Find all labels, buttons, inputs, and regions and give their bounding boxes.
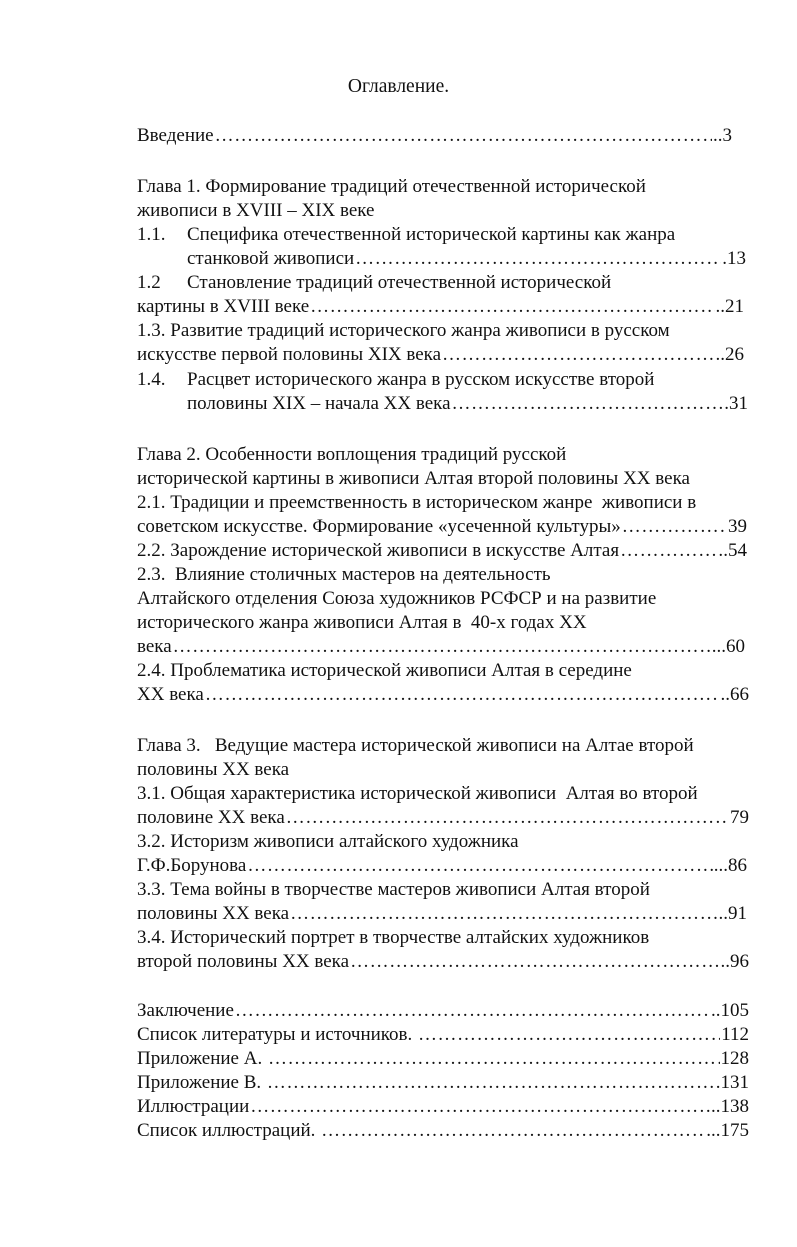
chapter-2-heading: Глава 2. Особенности воплощения традиций русской xyxy=(137,444,567,465)
toc-entry-1-3: 1.3. Развитие традиций исторического жанра живописи в русском xyxy=(137,320,670,341)
toc-entry-2-1-cont: советском искусстве. Формирование «усеченной культуры» …………………………………………………………………………………………………………………………………………………………………………………… 39 xyxy=(137,515,747,539)
toc-entry-1-2: 1.2 Становление традиций отечественной исторической xyxy=(137,272,612,293)
chapter-1-heading-cont: живописи в XVIII – XIX веке xyxy=(137,200,375,221)
toc-entry-2-3-cont-1: Алтайского отделения Союза художников РСФСР и на развитие xyxy=(137,588,657,609)
toc-entry-3-3: 3.3. Тема войны в творчестве мастеров живописи Алтая второй xyxy=(137,879,650,900)
toc-entry-3-2: 3.2. Историзм живописи алтайского художника xyxy=(137,831,519,852)
page-title: Оглавление. xyxy=(347,76,450,97)
toc-entry-3-4: 3.4. Исторический портрет в творчестве алтайских художников xyxy=(137,927,650,948)
chapter-2-heading-cont: исторической картины в живописи Алтая второй половины XX века xyxy=(137,468,690,489)
toc-entry-3-3-cont: половины XX века …………………………………………………………………………………………………………………………………………………………………………………… ..91 xyxy=(137,902,747,926)
toc-entry-2-3: 2.3. Влияние столичных мастеров на деятельность xyxy=(137,564,551,585)
toc-entry-1-1-cont: станковой живописи …………………………………………………………………………………………………………………………………………………………………………………… .13 xyxy=(187,247,746,271)
toc-entry-2-4: 2.4. Проблематика исторической живописи Алтая в середине xyxy=(137,660,632,681)
toc-entry-1-2-cont: картины в XVIII веке …………………………………………………………………………………………………………………………………………………………………………………… ..21 xyxy=(137,295,744,319)
chapter-3-heading: Глава 3. Ведущие мастера исторической живописи на Алтае второй xyxy=(137,735,694,756)
chapter-3-heading-cont: половины XX века xyxy=(137,759,290,780)
toc-entry-2-1: 2.1. Традиции и преемственность в историческом жанре живописи в xyxy=(137,492,697,513)
toc-entry-3-1-cont: половине XX века …………………………………………………………………………………………………………………………………………………………………………………… 79 xyxy=(137,806,749,830)
chapter-1-heading: Глава 1. Формирование традиций отечественной исторической xyxy=(137,176,646,197)
toc-entry-2-4-cont: XX века …………………………………………………………………………………………………………………………………………………………………………………… ..66 xyxy=(137,683,749,707)
toc-entry-3-2-cont: Г.Ф.Борунова …………………………………………………………………………………………………………………………………………………………………………………… ...86 xyxy=(137,854,747,878)
toc-entry-3-1: 3.1. Общая характеристика исторической живописи Алтая во второй xyxy=(137,783,698,804)
toc-entry-illustration-list: Список иллюстраций. …………………………………………………………………………………………………………………………………………………………………………………… ...175 xyxy=(137,1119,749,1143)
toc-entry-conclusion: Заключение …………………………………………………………………………………………………………………………………………………………………………………… ..105 xyxy=(137,999,749,1023)
toc-entry-1-4-cont: половины XIX – начала XX века …………………………………………………………………………………………………………………………………………………………………………………… .31 xyxy=(187,392,748,416)
toc-entry-appendix-a: Приложение А. …………………………………………………………………………………………………………………………………………………………………………………… 128 xyxy=(137,1047,749,1071)
toc-entry-1-3-cont: искусстве первой половины XIX века …………………………………………………………………………………………………………………………………………………………………………………… ..26 xyxy=(137,343,744,367)
toc-entry-1-4: 1.4. Расцвет исторического жанра в русском искусстве второй xyxy=(137,369,655,390)
toc-entry-bibliography: Список литературы и источников. …………………………………………………………………………………………………………………………………………………………………………………… 112 xyxy=(137,1023,749,1047)
toc-entry-3-4-cont: второй половины XX века …………………………………………………………………………………………………………………………………………………………………………………… ..96 xyxy=(137,950,749,974)
toc-entry-intro: Введение …………………………………………………………………………………………………………………………………………………………………………………… ..3 xyxy=(137,124,732,148)
toc-entry-illustrations: Иллюстрации …………………………………………………………………………………………………………………………………………………………………………………… ..138 xyxy=(137,1095,749,1119)
toc-entry-2-2: 2.2. Зарождение исторической живописи в искусстве Алтая …………………………………………………………………………………………………………………………………………………………………………………… .54 xyxy=(137,539,747,563)
toc-entry-appendix-b: Приложение В. …………………………………………………………………………………………………………………………………………………………………………………… .131 xyxy=(137,1071,749,1095)
toc-entry-1-1: 1.1. Специфика отечественной исторической картины как жанра xyxy=(137,224,676,245)
toc-entry-2-3-cont-2: исторического жанра живописи Алтая в 40-х годах XX xyxy=(137,612,587,633)
toc-entry-2-3-cont-3: века …………………………………………………………………………………………………………………………………………………………………………………… ...60 xyxy=(137,635,745,659)
